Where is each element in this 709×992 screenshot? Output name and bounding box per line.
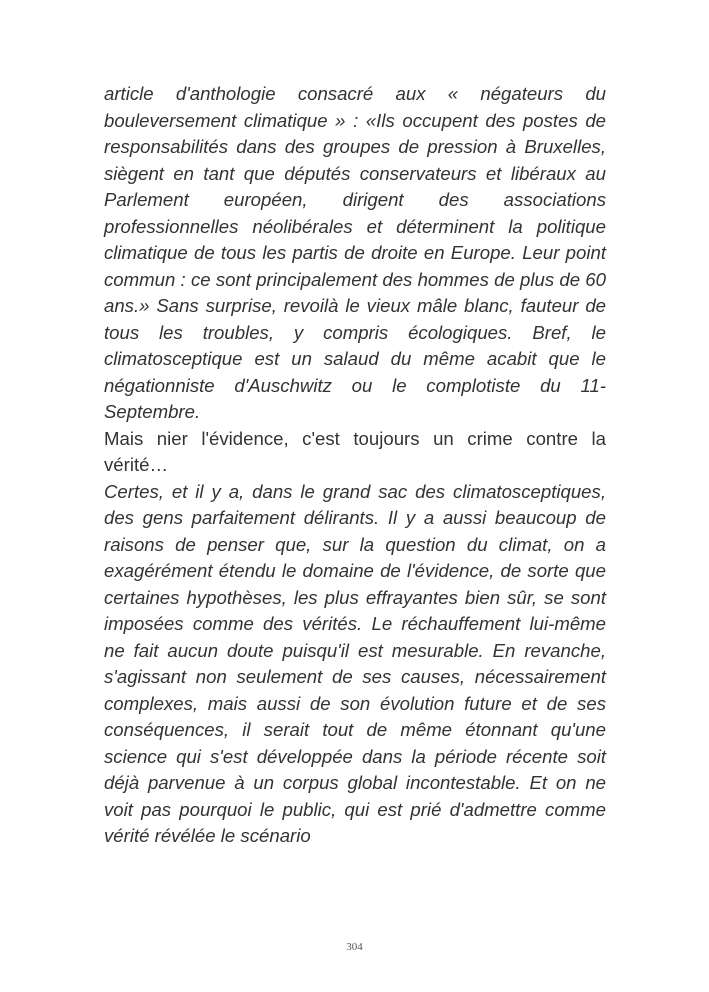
paragraph-question: Mais nier l'évidence, c'est toujours un crime contre la vérité… [104, 427, 606, 475]
paragraph-quote-continuation: article d'anthologie consacré aux « négateurs du bouleversement climatique » : «Ils occupent des postes de responsabilités dans des groupes de pression à Bruxelles, siègent en tant que députés conservateurs et libéraux au Parlement européen, dirigent des associations professionnelles néolibérales et déterminent la politique climatique de tous les partis de droite en Europe. Leur point commun : ce sont principalement des hommes de plus de 60 ans.» Sans surprise, revoilà le vieux mâle blanc, fauteur de tous les troubles, y compris écologiques. Bref, le climatosceptique est un salaud du même acabit que le négationniste d'Auschwitz ou le complotiste du 11-Septembre. [104, 83, 606, 422]
page-number: 304 [346, 941, 363, 953]
paragraph-answer: Certes, et il y a, dans le grand sac des climatosceptiques, des gens parfaitement délirants. Il y a aussi beaucoup de raisons de penser que, sur la question du climat, on a exagérément étendu le domaine de l'évidence, de sorte que certaines hypothèses, les plus effrayantes bien sûr, se sont imposées comme des vérités. Le réchauffement lui-même ne fait aucun doute puisqu'il est mesurable. En revanche, s'agissant non seulement de ses causes, nécessairement complexes, mais aussi de son évolution future et de ses conséquences, il serait tout de même étonnant qu'une science qui s'est développée dans la période récente soit déjà parvenue à un corpus global incontestable. Et on ne voit pas pourquoi le public, qui est prié d'admettre comme vérité révélée le scénario [104, 480, 606, 846]
body-text [104, 81, 606, 850]
